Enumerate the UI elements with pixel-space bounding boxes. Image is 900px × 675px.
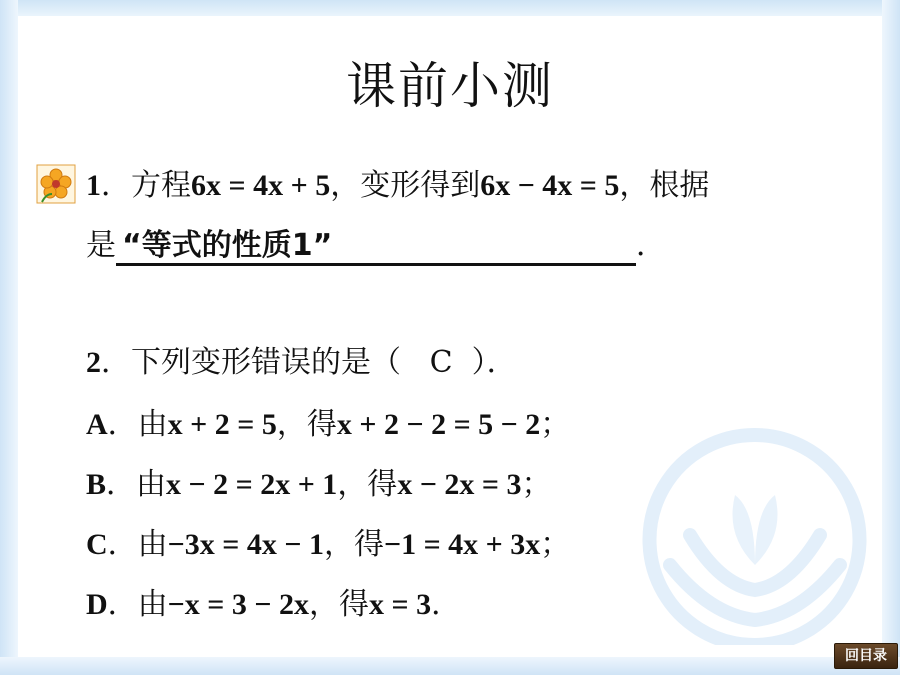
option-a xyxy=(86,405,570,445)
equation: x − 2x = 3 xyxy=(397,468,522,501)
equation: 6x − 4x = 5 xyxy=(480,169,620,202)
answer-blank: “等式的性质1” xyxy=(116,229,636,266)
equation: x − 2 = 2x + 1 xyxy=(166,468,338,501)
question-text: ．方程 xyxy=(101,168,191,203)
question-text: 是 xyxy=(86,228,116,263)
equation: −1 = 4x + 3x xyxy=(383,528,541,561)
option-c xyxy=(86,525,570,565)
option-text: ． xyxy=(431,587,462,622)
option-text: ； xyxy=(521,467,552,502)
option-text: ，得 xyxy=(308,587,369,622)
question-text: ，根据 xyxy=(619,168,710,203)
option-text: ．由 xyxy=(107,527,168,562)
question-text: ． xyxy=(636,228,666,263)
answer-choice: C xyxy=(429,345,453,380)
option-text: ，得 xyxy=(276,407,337,442)
option-text: ，得 xyxy=(323,527,384,562)
question-text: ．下列变形错误的是（ xyxy=(101,345,401,380)
question-2-stem xyxy=(86,343,517,383)
page-title: 课前小测 xyxy=(346,57,554,115)
question-text: ，变形得到 xyxy=(330,168,481,203)
option-text: ．由 xyxy=(107,407,168,442)
question-1-line-1 xyxy=(86,166,709,206)
option-text: ； xyxy=(540,407,571,442)
hands-leaf-logo xyxy=(630,415,880,645)
equation: 6x = 4x + 5 xyxy=(191,169,331,202)
option-letter: C xyxy=(86,528,108,561)
option-b xyxy=(86,465,552,505)
option-letter: A xyxy=(86,408,108,441)
option-text: ，得 xyxy=(337,467,398,502)
equation: x = 3 xyxy=(368,588,432,621)
question-text: ）． xyxy=(471,345,517,380)
question-number: 2 xyxy=(86,346,101,379)
option-letter: B xyxy=(86,468,107,501)
equation: x + 2 = 5 xyxy=(167,408,277,441)
option-letter: D xyxy=(86,588,108,621)
question-number: 1 xyxy=(86,169,101,202)
back-to-contents-button[interactable]: 回目录 xyxy=(834,643,898,669)
equation: x + 2 − 2 = 5 − 2 xyxy=(336,408,541,441)
option-text: ．由 xyxy=(107,587,168,622)
frame-top xyxy=(0,0,900,16)
frame-bottom xyxy=(0,657,900,675)
equation: −3x = 4x − 1 xyxy=(167,528,324,561)
question-1-line-2 xyxy=(86,226,666,266)
equation: −x = 3 − 2x xyxy=(167,588,309,621)
option-text: ； xyxy=(540,527,571,562)
option-text: ．由 xyxy=(106,467,167,502)
option-d xyxy=(86,585,461,625)
flower-icon xyxy=(36,164,76,204)
